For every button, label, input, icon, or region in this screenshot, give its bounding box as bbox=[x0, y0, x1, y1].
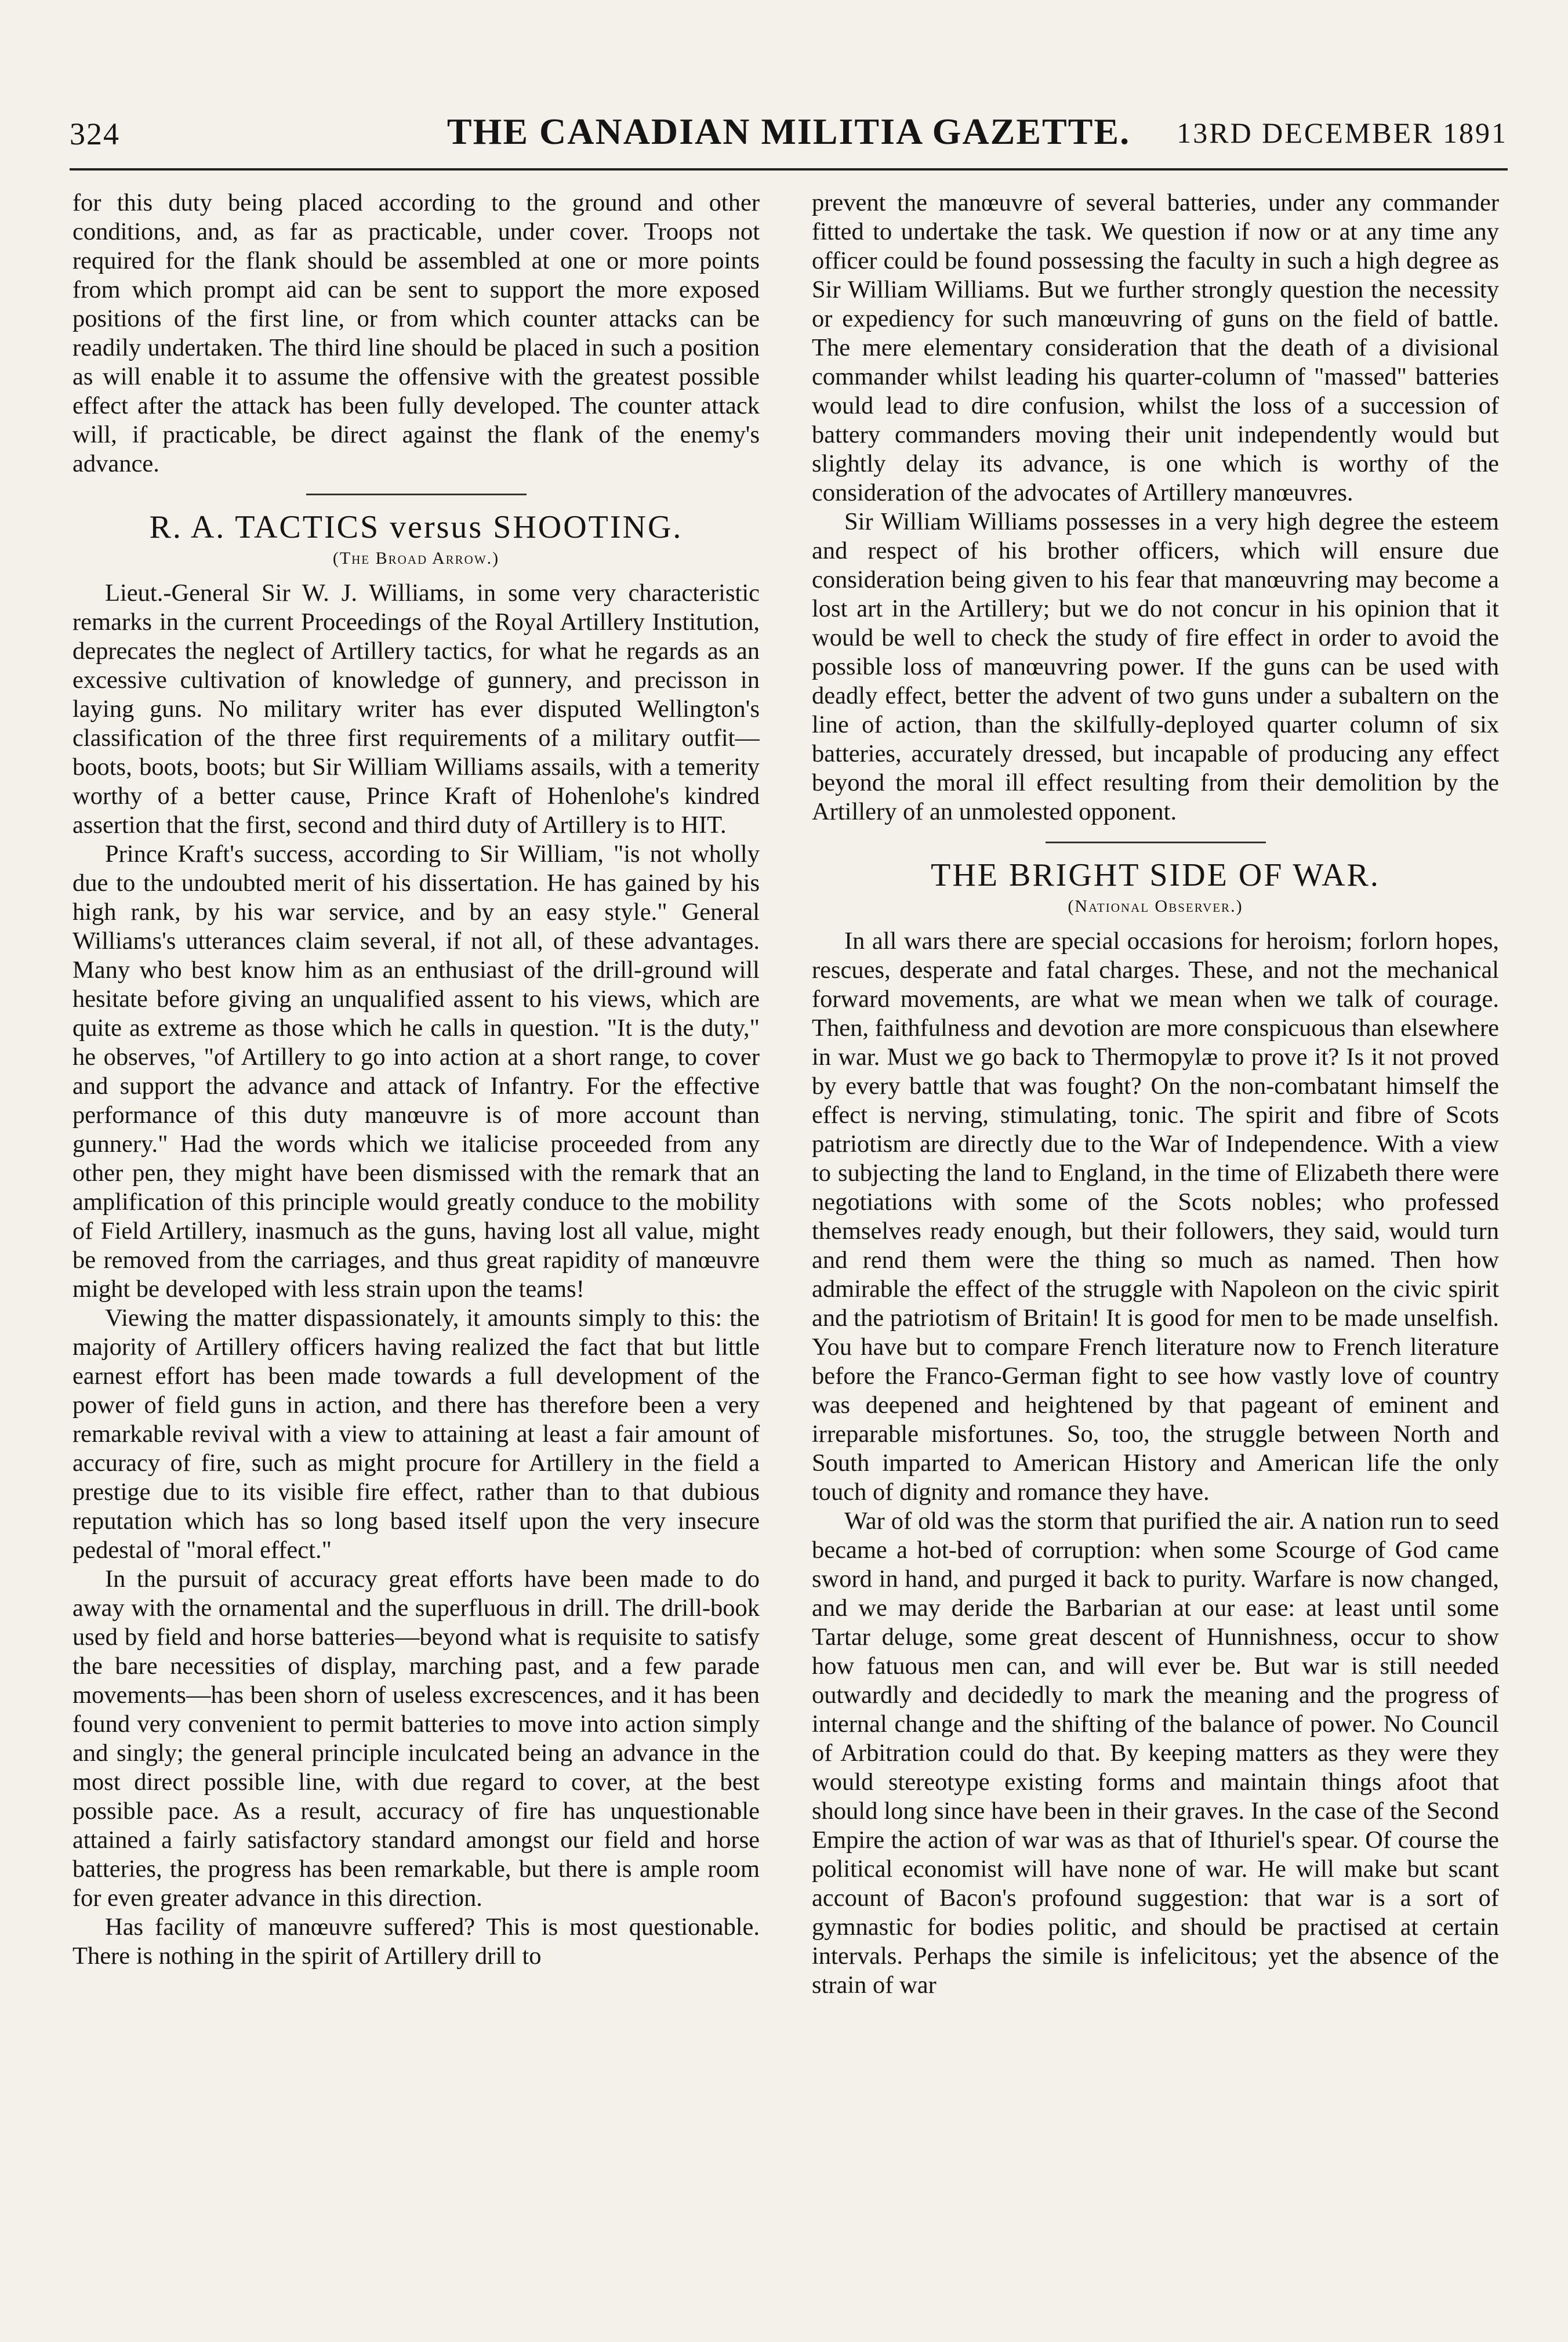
body-paragraph: Sir William Williams possesses in a very high degree the esteem and respect of his brother officers, which will ensure due consideration being given to his fear that manœuvring may become a lost art in the Artillery; but we do not concur in his opinion that it would be well to check the study of fire effect in order to avoid the possible loss of manœuvring power. If the guns can be used with deadly effect, better the advent of two guns under a subaltern on the line of action, than the skilfully-deployed quarter column of six batteries, accurately dressed, but incapable of producing any effect beyond the moral ill effect resulting from their demolition by the Artillery of an unmolested opponent. bbox=[812, 508, 1499, 825]
body-paragraph: In all wars there are special occasions for heroism; forlorn hopes, rescues, desperate and fatal charges. These, and not the mechanical forward movements, are what we mean when we talk of courage. Then, faithfulness and devotion are more conspicuous than elsewhere in war. Must we go back to Thermopylæ to prove it? Is it not proved by every battle that was fought? On the non-combatant himself the effect is nerving, stimulating, tonic. The spirit and fibre of Scots patriotism are directly due to the War of Independence. With a view to subjecting the land to England, in the time of Elizabeth there were negotiations with some of the Scots nobles; who professed themselves ready enough, but their followers, they said, would turn and rend them were the thing so much as named. Then how admirable the effect of the struggle with Napoleon on the civic spirit and the patriotism of Britain! It is good for men to be made unselfish. You have but to compare French literature now to French literature before the Franco-German fight to see how vastly love of country was deepened and heightened by that pageant of eminent and irreparable misfortunes. So, too, the struggle between North and South imparted to American History and American life the only touch of dignity and romance they have. bbox=[812, 927, 1499, 1506]
body-paragraph: Lieut.-General Sir W. J. Williams, in some very characteristic remarks in the current Proceedings of the Royal Artillery Institution, deprecates the neglect of Artillery tactics, for what he regards as an excessive cultivation of knowledge of gunnery, and precisson in laying guns. No military writer has ever disputed Wellington's classification of the three first requirements of a military outfit—boots, boots, boots; but Sir William Williams assails, with a temerity worthy of a better cause, Prince Kraft of Hohenlohe's kindred assertion that the first, second and third duty of Artillery is to HIT. bbox=[72, 579, 760, 839]
article-source: (National Observer.) bbox=[1068, 897, 1243, 916]
article-title: R. A. TACTICS versus SHOOTING. bbox=[149, 509, 683, 545]
page-header bbox=[70, 99, 1508, 162]
carryover-paragraph: for this duty being placed according to the ground and other conditions, and, as far as practicable, under cover. Troops not required for the flank should be assembled at one or more points from which prompt aid can be sent to support the more exposed positions of the first line, or from which counter attacks can be readily undertaken. The third line should be placed in such a position as will enable it to assume the offensive with the greatest possible effect after the attack has been fully developed. The counter attack will, if practicable, be direct against the flank of the enemy's advance. bbox=[72, 189, 760, 477]
header-rule bbox=[70, 168, 1508, 171]
carryover-paragraph: prevent the manœuvre of several batteries, under any commander fitted to undertake the task. We question if now or at any time any officer could be found possessing the faculty in such a high degree as Sir William Williams. But we further strongly question the necessity or expediency for such manœuvring of guns on the field of battle. The mere elementary consideration that the death of a divisional commander whilst leading his quarter-column of "massed" batteries would lead to dire confusion, whilst the loss of a succession of battery commanders moving their unit independently would but slightly delay its advance, is one which is worthy of the consideration of the advocates of Artillery manœuvres. bbox=[812, 189, 1499, 506]
body-paragraph: Prince Kraft's success, according to Sir William, "is not wholly due to the undoubted merit of his dissertation. He has gained by his high rank, by his war service, and by an easy style." General Williams's utterances claim several, if not all, of these advantages. Many who best know him as an enthusiast of the drill-ground will hesitate before giving an unqualified assent to his views, which are quite as extreme as those which he calls in question. "It is the duty," he observes, "of Artillery to go into action at a short range, to cover and support the advance and attack of Infantry. For the effective performance of this duty manœuvre is of more account than gunnery." Had the words which we italicise proceeded from any other pen, they might have been dismissed with the remark that an amplification of this principle would greatly conduce to the mobility of Field Artillery, inasmuch as the guns, having lost all value, might be removed from the carriages, and thus great rapidity of manœuvre might be developed with less strain upon the teams! bbox=[72, 840, 760, 1303]
issue-date: 13RD DECEMBER 1891 bbox=[1177, 117, 1508, 149]
page-number: 324 bbox=[70, 117, 120, 151]
article-title: THE BRIGHT SIDE OF WAR. bbox=[931, 857, 1380, 893]
left-column bbox=[72, 188, 760, 2301]
section-divider bbox=[306, 494, 527, 495]
body-paragraph: In the pursuit of accuracy great efforts have been made to do away with the ornamental and the superfluous in drill. The drill-book used by field and horse batteries—beyond what is requisite to satisfy the bare necessities of display, marching past, and a few parade movements—has been shorn of useless excrescences, and it has been found very convenient to permit batteries to move into action simply and singly; the general principle inculcated being an advance in the most direct possible line, with due regard to cover, at the best possible pace. As a result, accuracy of fire has unquestionable attained a fairly satisfactory standard amongst our field and horse batteries, the progress has been remarkable, but there is ample room for even greater advance in this direction. bbox=[72, 1565, 760, 1912]
body-paragraph: Has facility of manœuvre suffered? This is most questionable. There is nothing in the spirit of Artillery drill to bbox=[72, 1913, 760, 1970]
body-paragraph: War of old was the storm that purified the air. A nation run to seed became a hot-bed of corruption: when some Scourge of God came sword in hand, and purged it back to purity. Warfare is now changed, and we may deride the Barbarian at our ease: at least until some Tartar deluge, some great descent of Hunnishness, occur to show how fatuous men can, and will ever be. But war is still needed outwardly and decidedly to mark the meaning and the progress of internal change and the shifting of the balance of power. No Council of Arbitration could do that. By keeping matters as they were they would stereotype existing forms and maintain things afoot that should long since have been in their graves. In the case of the Second Empire the action of war was as that of Ithuriel's spear. Of course the political economist will have none of war. He will make but scant account of Bacon's profound suggestion: that war is a sort of gymnastic for bodies politic, and should be practised at certain intervals. Perhaps the simile is infelicitous; yet the absence of the strain of war bbox=[812, 1507, 1499, 1999]
publication-title: THE CANADIAN MILITIA GAZETTE. bbox=[447, 111, 1131, 152]
body-paragraph: Viewing the matter dispassionately, it amounts simply to this: the majority of Artillery officers having realized the fact that but little earnest effort has been made towards a full development of the power of field guns in action, and there has therefore been a very remarkable revival with a view to attaining at least a fair amount of accuracy of fire, such as might procure for Artillery in the field a prestige due to its visible fire effect, rather than to that dubious reputation which has so long based itself upon the very insecure pedestal of "moral effect." bbox=[72, 1304, 760, 1564]
article-source: (The Broad Arrow.) bbox=[332, 549, 500, 568]
section-divider bbox=[1046, 842, 1266, 843]
right-column bbox=[812, 188, 1499, 2301]
